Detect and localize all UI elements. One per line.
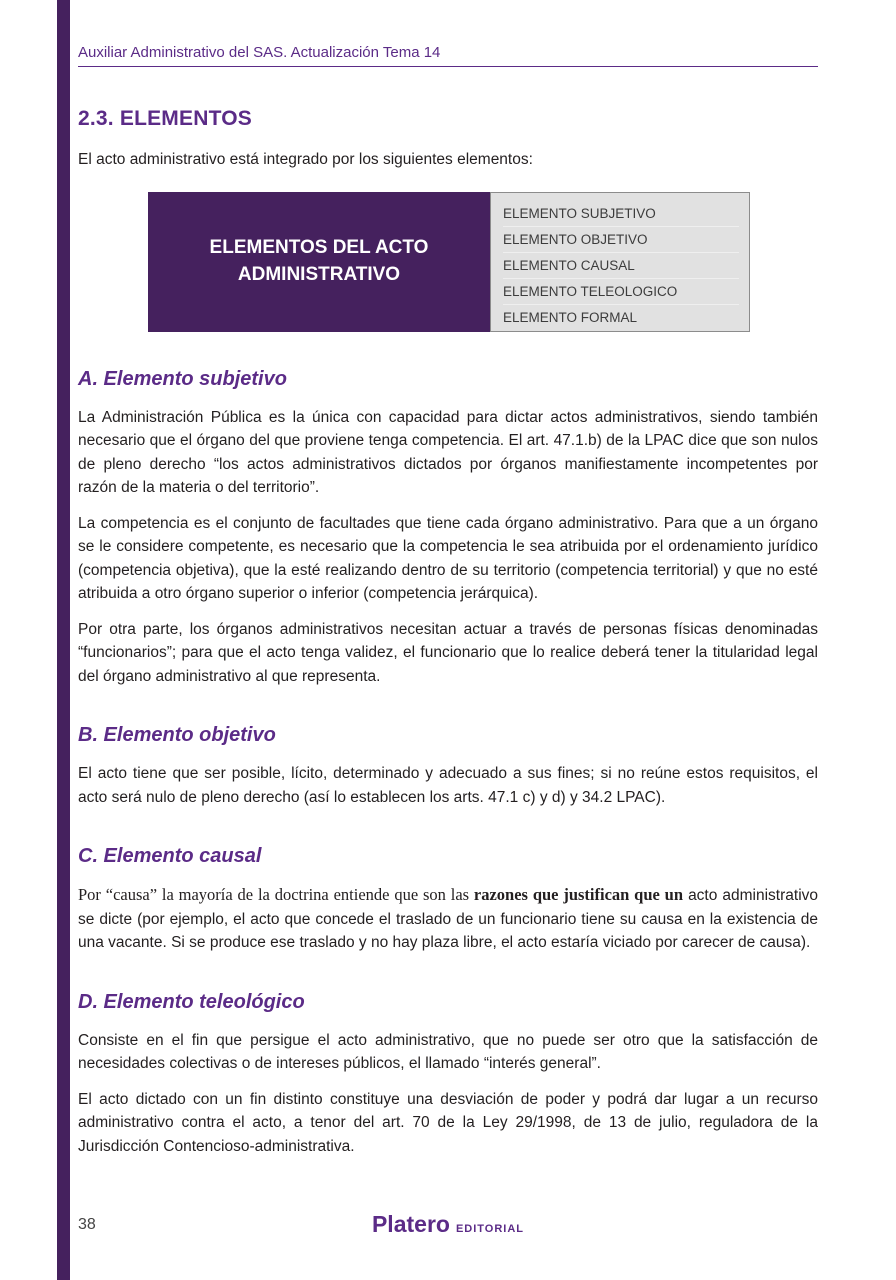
element-item-objetivo: ELEMENTO OBJETIVO [503,227,739,253]
elements-table [148,192,750,332]
element-item-teleologico: ELEMENTO TELEOLOGICO [503,279,739,305]
section-b-paragraph-1: El acto tiene que ser posible, lícito, determinado y adecuado a sus fines; si no reúne estos requisitos, el acto será nulo de pleno derecho (así lo establecen los arts. 47.1 c) y d) y 34.2 LPAC). [78,765,818,806]
elements-table-title-line2: ADMINISTRATIVO [237,263,401,285]
section-b-heading: B. Elemento objetivo [78,724,276,746]
publisher-suffix: EDITORIAL [455,1223,525,1235]
section-d [78,991,818,1159]
serif-lead-text: Por “causa” la mayoría de la doctrina entiende que son las [78,885,474,904]
section-c [78,845,818,955]
section-d-heading: D. Elemento teleológico [78,990,305,1013]
section-c-paragraph-rest: acto administrativo se dicte (por ejemplo, el acto que concede el traslado de un funcionario tiene su causa en la existencia de una vacante. Si se produce ese traslado y no hay plaza libre, el acto estaría viciado por carecer de causa). [78,887,819,951]
serif-bold-text: razones que justifican que un [473,885,684,904]
section-title: 2.3. ELEMENTOS [78,107,252,130]
elements-table-title-cell [148,192,490,332]
publisher-logo [0,1211,896,1238]
header-rule [78,66,818,67]
left-accent-bar [57,0,70,1280]
section-b [78,724,818,809]
section-d-paragraph-2: El acto dictado con un fin distinto constituye una desviación de poder y podrá dar lugar a un recurso administrativo contra el acto, a tenor del art. 70 de la Ley 29/1998, de 13 de julio, reguladora de la Jurisdicción Contencioso-administrativa. [78,1090,818,1155]
elements-table-title-line1: ELEMENTOS DEL ACTO [209,236,429,258]
intro-paragraph: El acto administrativo está integrado por los siguientes elementos: [78,151,533,168]
section-a-paragraph-3: Por otra parte, los órganos administrativos necesitan actuar a través de personas físicas denominadas “funcionarios”; para que el acto tenga validez, el funcionario que lo realice deberá tener la titularidad legal del órgano administrativo al que representa. [78,620,818,685]
elements-table-list-cell [490,192,750,332]
section-a-paragraph-2: La competencia es el conjunto de facultades que tiene cada órgano administrativo. Para que a un órgano se le considere competente, es necesario que la competencia le sea atribuida por el ordenamiento jurídico (competencia objetiva), que la esté realizando dentro de su territorio (competencia territorial) y que no esté atribuida a otro órgano superior o inferior (competencia jerárquica). [78,514,818,602]
header-title: Auxiliar Administrativo del SAS. Actualización Tema 14 [78,44,441,61]
page-number: 38 [78,1216,96,1233]
page-header [78,0,818,67]
page-content [78,0,818,1170]
elements-table-title [210,235,429,288]
section-c-heading: C. Elemento causal [78,845,262,867]
publisher-name: Platero [371,1211,450,1237]
section-c-paragraph-1 [78,883,818,955]
section-a [78,368,818,689]
element-item-subjetivo: ELEMENTO SUBJETIVO [503,201,739,227]
element-item-formal: ELEMENTO FORMAL [503,309,638,325]
section-a-paragraph-1: La Administración Pública es la única con capacidad para dictar actos administrativos, siendo también necesario que el órgano del que proviene tenga competencia. El art. 47.1.b) de la LPAC dice que son nulos de pleno derecho “los actos administrativos dictados por órganos manifiestamente incompetentes por razón de la materia o del territorio”. [78,408,818,496]
section-d-paragraph-1: Consiste en el fin que persigue el acto administrativo, que no puede ser otro que la satisfacción de necesidades colectivas o de intereses públicos, el llamado “interés general”. [78,1031,818,1072]
element-item-causal: ELEMENTO CAUSAL [503,253,739,279]
section-a-heading: A. Elemento subjetivo [78,367,287,390]
